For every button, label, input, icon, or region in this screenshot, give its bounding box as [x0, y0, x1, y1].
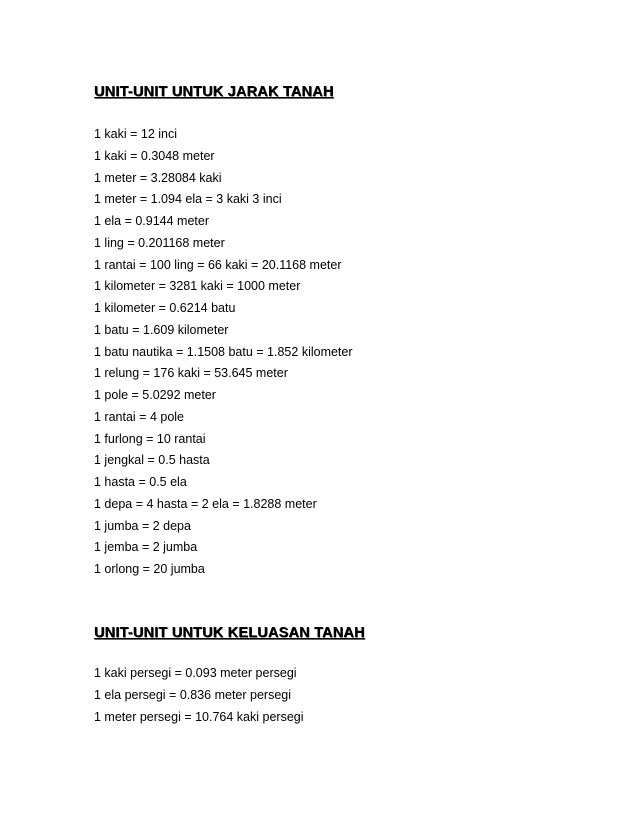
conversion-line: 1 jengkal = 0.5 hasta [94, 453, 210, 468]
conversion-line: 1 jemba = 2 jumba [94, 540, 198, 555]
conversion-list-jarak-tanah [94, 124, 353, 581]
conversion-line: 1 ling = 0.201168 meter [94, 235, 225, 250]
conversion-line: 1 jumba = 2 depa [94, 518, 191, 533]
conversion-line: 1 pole = 5.0292 meter [94, 388, 216, 402]
conversion-line: 1 rantai = 100 ling = 66 kaki = 20.1168 meter [94, 257, 342, 272]
conversion-line: 1 hasta = 0.5 ela [94, 475, 187, 489]
conversion-line: 1 rantai = 4 pole [94, 409, 184, 424]
conversion-line: 1 depa = 4 hasta = 2 ela = 1.8288 meter [94, 496, 317, 511]
conversion-line: 1 meter = 1.094 ela = 3 kaki 3 inci [94, 192, 282, 207]
conversion-list-keluasan-tanah [94, 663, 304, 728]
conversion-line: 1 orlong = 20 jumba [94, 562, 205, 576]
section-heading-keluasan-tanah: UNIT-UNIT UNTUK KELUASAN TANAH [94, 625, 365, 641]
conversion-line: 1 kaki persegi = 0.093 meter persegi [94, 666, 297, 680]
conversion-line: 1 kilometer = 0.6214 batu [94, 301, 236, 315]
conversion-line: 1 ela = 0.9144 meter [94, 214, 210, 228]
conversion-line: 1 ela persegi = 0.836 meter persegi [94, 687, 291, 702]
conversion-line: 1 meter = 3.28084 kaki [94, 170, 222, 185]
conversion-line: 1 kilometer = 3281 kaki = 1000 meter [94, 279, 301, 294]
conversion-line: 1 batu nautika = 1.1508 batu = 1.852 kilometer [94, 344, 353, 359]
conversion-line: 1 kaki = 0.3048 meter [94, 148, 215, 163]
conversion-line: 1 furlong = 10 rantai [94, 431, 206, 446]
conversion-line: 1 relung = 176 kaki = 53.645 meter [94, 366, 288, 381]
conversion-line: 1 batu = 1.609 kilometer [94, 322, 229, 337]
conversion-line: 1 kaki = 12 inci [94, 127, 178, 141]
section-heading-jarak-tanah: UNIT-UNIT UNTUK JARAK TANAH [94, 84, 334, 100]
conversion-line: 1 meter persegi = 10.764 kaki persegi [94, 709, 304, 724]
